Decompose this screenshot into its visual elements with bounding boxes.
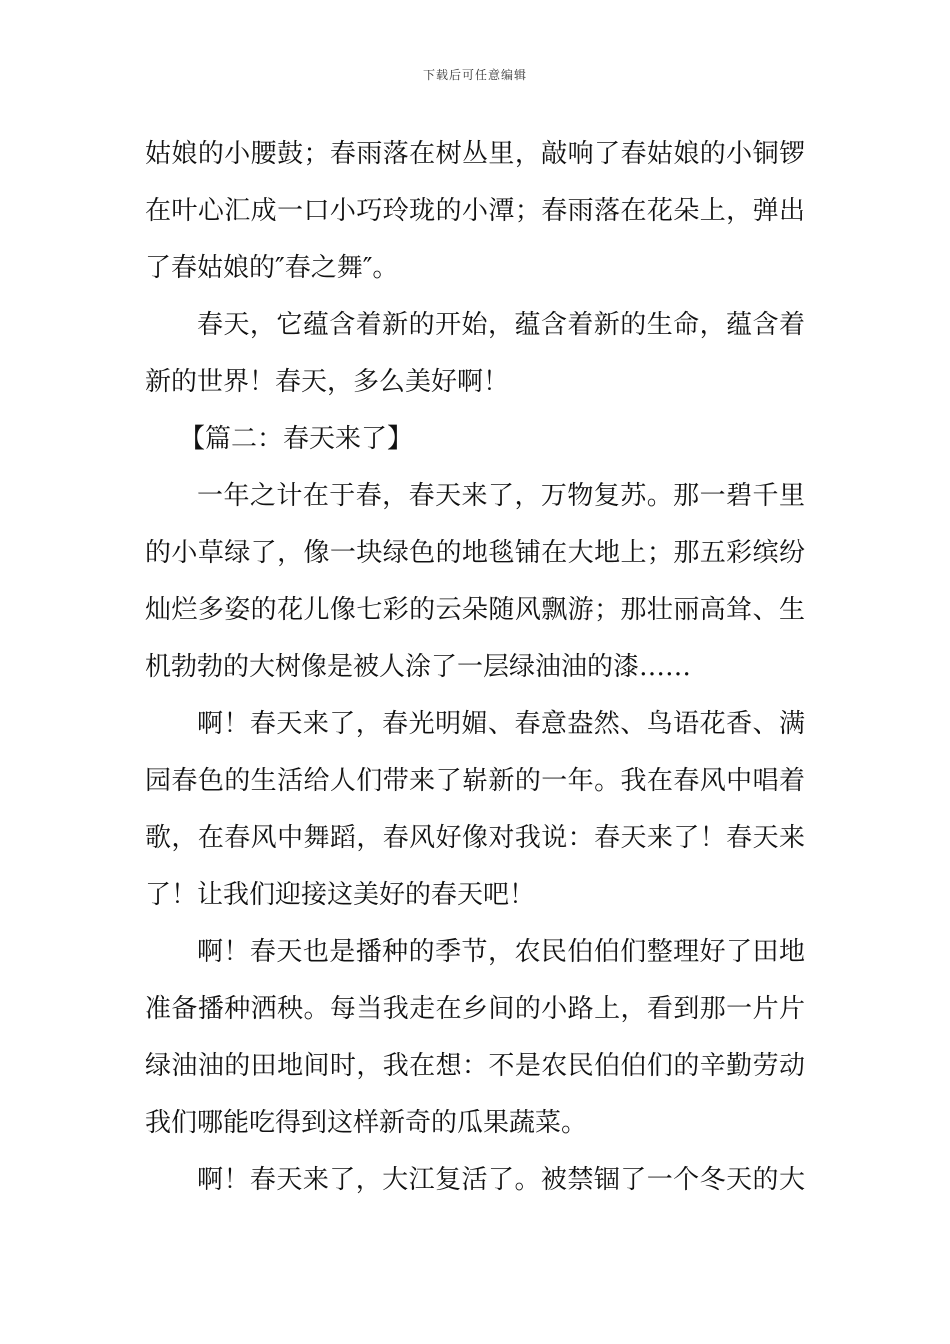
- text-line: 新的世界！春天，多么美好啊！: [145, 367, 510, 397]
- text-line: 的小草绿了，像一块绿色的地毯铺在大地上；那五彩缤纷: [145, 538, 805, 568]
- text-line: 了！让我们迎接这美好的春天吧！: [145, 880, 536, 910]
- text-line: 啊！春天来了，春光明媚、春意盎然、鸟语花香、满: [197, 709, 805, 739]
- page-header: 下载后可任意编辑: [422, 68, 527, 82]
- text-line: 我们哪能吃得到这样新奇的瓜果蔬菜。: [145, 1108, 588, 1138]
- section-heading: 【篇二：春天来了】: [179, 424, 414, 454]
- text-line: 灿烂多姿的花儿像七彩的云朵随风飘游；那壮丽高耸、生: [145, 595, 805, 625]
- text-line: 了春姑娘的″春之舞″。: [145, 253, 399, 283]
- text-line: 啊！春天来了，大江复活了。被禁锢了一个冬天的大: [197, 1165, 805, 1195]
- text-line: 准备播种洒秧。每当我走在乡间的小路上，看到那一片片: [145, 994, 805, 1024]
- text-line: 啊！春天也是播种的季节，农民伯伯们整理好了田地: [197, 937, 805, 967]
- text-line: 园春色的生活给人们带来了崭新的一年。我在春风中唱着: [145, 766, 805, 796]
- text-line: 春天，它蕴含着新的开始，蕴含着新的生命，蕴含着: [197, 310, 805, 340]
- text-line: 在叶心汇成一口小巧玲珑的小潭；春雨落在花朵上，弹出: [145, 196, 805, 226]
- text-line: 一年之计在于春，春天来了，万物复苏。那一碧千里: [197, 481, 805, 511]
- text-line: 机勃勃的大树像是被人涂了一层绿油油的漆……: [145, 652, 692, 682]
- text-line: 歌，在春风中舞蹈，春风好像对我说：春天来了！春天来: [145, 823, 805, 853]
- document-body: [145, 126, 805, 1209]
- text-line: 姑娘的小腰鼓；春雨落在树丛里，敲响了春姑娘的小铜锣: [145, 139, 805, 169]
- text-line: 绿油油的田地间时，我在想：不是农民伯伯们的辛勤劳动: [145, 1051, 805, 1081]
